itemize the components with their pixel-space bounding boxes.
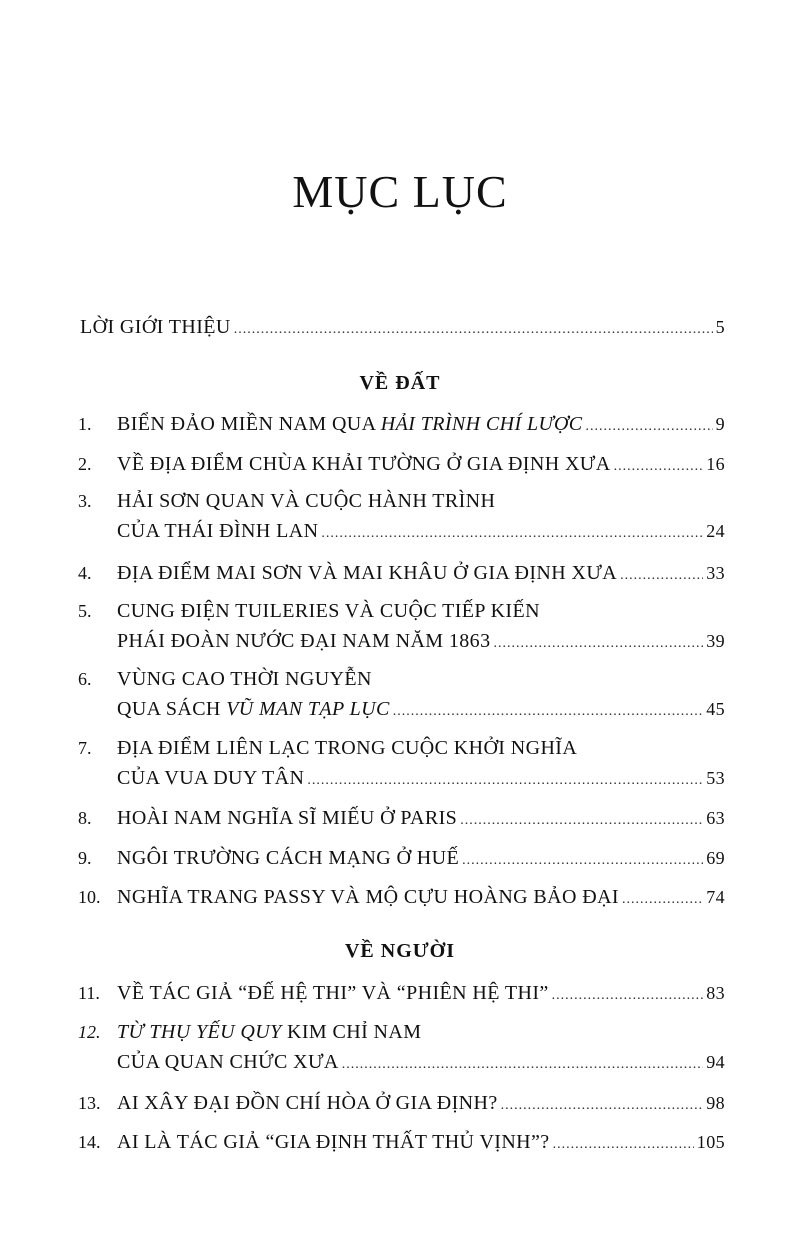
entry-title: VÙNG CAO THỜI NGUYỄN — [117, 668, 372, 690]
dot-leader — [586, 412, 713, 442]
entry-title: ĐỊA ĐIỂM LIÊN LẠC TRONG CUỘC KHỞI NGHĨA — [117, 737, 578, 759]
entry-number: 10. — [78, 887, 101, 907]
toc-entry-line2 — [117, 763, 725, 796]
page-number: 39 — [706, 631, 725, 651]
toc-entry — [117, 409, 725, 442]
toc-entry-line2 — [117, 516, 725, 549]
entry-title: HOÀI NAM NGHĨA SĨ MIẾU Ở PARIS — [117, 807, 458, 829]
toc-entry — [117, 558, 725, 591]
dot-leader — [501, 1091, 704, 1121]
toc-entry-line1 — [117, 664, 725, 694]
toc-entry — [117, 978, 725, 1011]
entry-title-cont: QUA SÁCH VŨ MAN TẠP LỤC — [117, 698, 390, 720]
entry-number: 8. — [78, 808, 92, 828]
entry-title: CUNG ĐIỆN TUILERIES VÀ CUỘC TIẾP KIẾN — [117, 600, 540, 622]
toc-entry-line2 — [117, 694, 725, 727]
page-number: 63 — [706, 808, 725, 828]
page-number: 74 — [706, 887, 725, 907]
section-heading-ve-dat: VỀ ĐẤT — [359, 372, 441, 394]
toc-entry — [117, 449, 725, 482]
page-number: 9 — [715, 414, 725, 434]
dot-leader — [234, 315, 713, 345]
entry-number: 11. — [78, 983, 100, 1003]
entry-number: 2. — [78, 454, 92, 474]
toc-entry-line2 — [117, 1047, 725, 1080]
toc-entry — [117, 1088, 725, 1121]
page-number: 24 — [706, 521, 725, 541]
entry-title: NGHĨA TRANG PASSY VÀ MỘ CỰU HOÀNG BẢO ĐẠI — [117, 886, 619, 908]
dot-leader — [552, 981, 704, 1011]
toc-entry-line1 — [117, 596, 725, 626]
page-number: 33 — [706, 563, 725, 583]
dot-leader — [342, 1050, 703, 1080]
page-number: 105 — [696, 1132, 725, 1152]
entry-title: HẢI SƠN QUAN VÀ CUỘC HÀNH TRÌNH — [117, 490, 496, 512]
page-number: 83 — [706, 983, 725, 1003]
toc-entry — [117, 803, 725, 836]
toc-entry — [117, 882, 725, 915]
toc-intro — [80, 312, 725, 345]
page-number: 5 — [715, 317, 725, 337]
toc-entry-line1 — [117, 1017, 725, 1047]
entry-title-cont: PHÁI ĐOÀN NƯỚC ĐẠI NAM NĂM 1863 — [117, 630, 491, 652]
dot-leader — [620, 561, 703, 591]
entry-title: BIỂN ĐẢO MIỀN NAM QUA HẢI TRÌNH CHÍ LƯỢC — [117, 413, 583, 435]
entry-title: VỀ TÁC GIẢ “ĐẾ HỆ THI” VÀ “PHIÊN HỆ THI” — [117, 982, 549, 1004]
page-number: 45 — [706, 699, 725, 719]
entry-title: NGÔI TRƯỜNG CÁCH MẠNG Ở HUẾ — [117, 847, 460, 869]
entry-title-cont: CỦA THÁI ĐÌNH LAN — [117, 520, 319, 542]
entry-number: 6. — [78, 669, 92, 689]
entry-title-cont: CỦA QUAN CHỨC XƯA — [117, 1051, 339, 1073]
toc-entry — [117, 1127, 725, 1160]
dot-leader — [462, 846, 703, 876]
entry-number: 4. — [78, 563, 92, 583]
entry-number: 9. — [78, 848, 92, 868]
toc-entry-line1 — [117, 733, 725, 763]
section-heading-ve-nguoi: VỀ NGƯỜI — [344, 940, 456, 962]
entry-number: 13. — [78, 1093, 101, 1113]
dot-leader — [493, 629, 703, 659]
dot-leader — [321, 519, 703, 549]
page-number: 94 — [706, 1052, 725, 1072]
toc-entry-line2 — [117, 626, 725, 659]
page-number: 98 — [706, 1093, 725, 1113]
entry-title: AI LÀ TÁC GIẢ “GIA ĐỊNH THẤT THỦ VỊNH”? — [117, 1131, 550, 1153]
dot-leader — [553, 1130, 694, 1160]
dot-leader — [393, 697, 703, 727]
dot-leader — [614, 452, 704, 482]
entry-number: 12. — [78, 1022, 101, 1042]
entry-number: 3. — [78, 491, 92, 511]
dot-leader — [307, 766, 703, 796]
entry-number: 5. — [78, 601, 92, 621]
entry-title: VỀ ĐỊA ĐIỂM CHÙA KHẢI TƯỜNG Ở GIA ĐỊNH XƯA — [117, 453, 611, 475]
entry-title: TỪ THỤ YẾU QUY KIM CHỈ NAM — [117, 1021, 422, 1043]
entry-title: ĐỊA ĐIỂM MAI SƠN VÀ MAI KHÂU Ở GIA ĐỊNH XƯA — [117, 562, 618, 584]
entry-number: 1. — [78, 414, 92, 434]
toc-entry — [117, 843, 725, 876]
page-number: 16 — [706, 454, 725, 474]
entry-title: AI XÂY ĐẠI ĐỒN CHÍ HÒA Ở GIA ĐỊNH? — [117, 1092, 498, 1114]
entry-number: 14. — [78, 1132, 101, 1152]
dot-leader — [622, 885, 703, 915]
entry-number: 7. — [78, 738, 92, 758]
intro-label: LỜI GIỚI THIỆU — [80, 316, 231, 338]
dot-leader — [460, 806, 703, 836]
page-number: 69 — [706, 848, 725, 868]
page-title: MỤC LỤC — [292, 166, 508, 217]
entry-title-cont: CỦA VUA DUY TÂN — [117, 767, 305, 789]
page-number: 53 — [706, 768, 725, 788]
toc-entry-line1 — [117, 486, 725, 516]
